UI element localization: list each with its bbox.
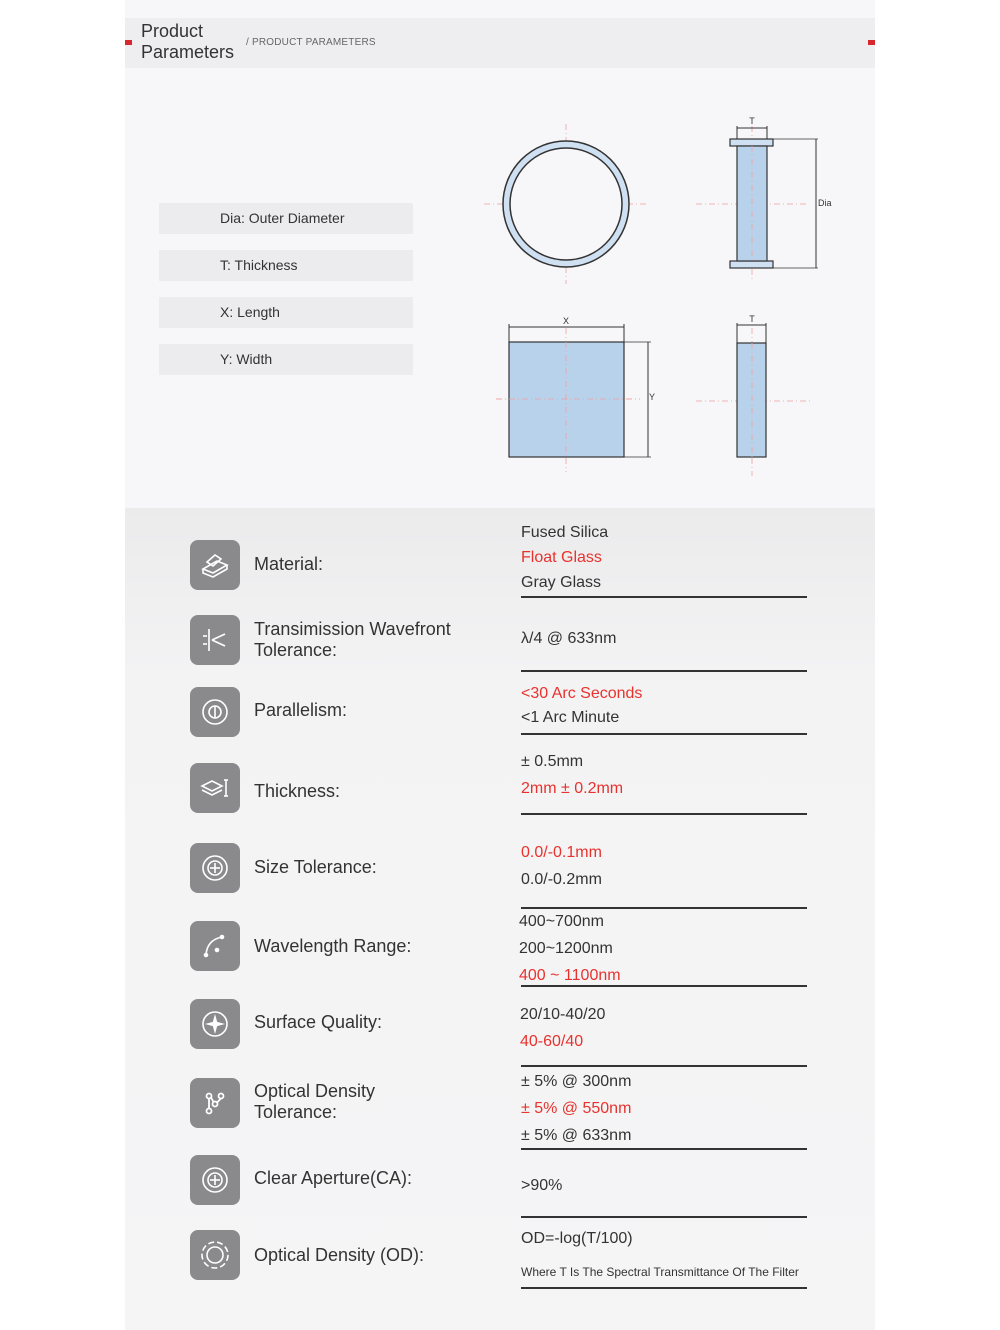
spec-divider: [521, 907, 807, 909]
spec-value: Float Glass: [521, 549, 602, 566]
square-side-view: [737, 323, 766, 457]
spec-value: 20/10-40/20: [520, 1006, 606, 1023]
definition-width: Y: Width: [159, 344, 413, 375]
spec-value: 40-60/40: [520, 1033, 584, 1050]
spec-value: ± 0.5mm: [521, 753, 584, 770]
spec-label-surface-quality: [254, 1012, 382, 1033]
spec-value: 400~700nm: [519, 913, 604, 930]
spec-value: λ/4 @ 633nm: [521, 630, 617, 647]
spec-label-clear-aperture: [254, 1168, 412, 1189]
label-line: Clear Aperture(CA):: [254, 1168, 413, 1188]
spec-value: ± 5% @ 550nm: [521, 1100, 632, 1117]
title-line-1: Product: [141, 21, 204, 41]
spec-label-material: [254, 554, 323, 575]
spec-label-size-tolerance: [254, 857, 377, 878]
optical-density-tolerance-icon: [190, 1078, 240, 1128]
label-line: Tolerance:: [254, 640, 338, 660]
spec-divider: [521, 596, 807, 598]
spec-value: <1 Arc Minute: [521, 709, 620, 726]
parallelism-icon: [190, 687, 240, 737]
title-line-2: Parameters: [141, 42, 235, 62]
wavefront-icon: [190, 615, 240, 665]
dia-label: Dia: [818, 198, 832, 208]
clear-aperture-icon: [190, 1155, 240, 1205]
page-title: [141, 21, 234, 63]
label-line: Transimission Wavefront: [254, 619, 451, 639]
material-icon: [190, 540, 240, 590]
definition-length: X: Length: [159, 297, 413, 328]
spec-divider: [521, 813, 807, 815]
spec-label-wavefront: [254, 619, 451, 661]
spec-value: OD=-log(T/100): [521, 1230, 633, 1247]
round-side-view: [730, 126, 818, 268]
spec-value-note: Where T Is The Spectral Transmittance Of The Filter: [521, 1265, 799, 1279]
spec-value: 200~1200nm: [519, 940, 613, 957]
spec-divider: [521, 1287, 807, 1289]
definition-diameter: Dia: Outer Diameter: [159, 203, 413, 234]
label-line: Thickness:: [254, 781, 341, 801]
spec-value: 0.0/-0.1mm: [521, 844, 602, 861]
spec-label-thickness: [254, 781, 340, 802]
right-accent-mark: [868, 40, 875, 45]
optical-density-icon: [190, 1230, 240, 1280]
surface-quality-icon: [190, 999, 240, 1049]
y-label: Y: [649, 392, 656, 402]
x-label: X: [562, 316, 570, 326]
spec-label-parallelism: [254, 700, 347, 721]
label-line: Optical Density (OD):: [254, 1245, 425, 1265]
spec-divider: [521, 1216, 807, 1218]
label-line: Material:: [254, 554, 324, 574]
size-tolerance-icon: [190, 843, 240, 893]
t-label-round: T: [749, 116, 755, 126]
section-header: [125, 18, 875, 68]
spec-divider: [521, 985, 807, 987]
dimension-diagram: [478, 110, 838, 490]
spec-divider: [521, 1148, 807, 1150]
spec-divider: [521, 733, 807, 735]
spec-label-wavelength: [254, 936, 411, 957]
wavelength-icon: [190, 921, 240, 971]
spec-value: Fused Silica: [521, 524, 609, 541]
spec-divider: [521, 670, 807, 672]
spec-divider: [521, 1065, 807, 1067]
left-accent-mark: [125, 40, 132, 45]
spec-value: Gray Glass: [521, 574, 602, 591]
label-line: Tolerance:: [254, 1102, 338, 1122]
spec-value: ± 5% @ 633nm: [521, 1127, 632, 1144]
spec-label-optical-density: [254, 1245, 424, 1266]
spec-value: 400 ~ 1100nm: [519, 967, 621, 984]
spec-value: 0.0/-0.2mm: [521, 871, 602, 888]
label-line: Surface Quality:: [254, 1012, 383, 1032]
definition-thickness: T: Thickness: [159, 250, 413, 281]
label-line: Wavelength Range:: [254, 936, 412, 956]
page-subtitle: / PRODUCT PARAMETERS: [246, 37, 376, 48]
square-face-view: [496, 324, 651, 457]
spec-value: 2mm ± 0.2mm: [521, 780, 624, 797]
spec-value: <30 Arc Seconds: [521, 685, 643, 702]
label-line: Parallelism:: [254, 700, 348, 720]
t-label-square: T: [749, 314, 755, 324]
label-line: Size Tolerance:: [254, 857, 377, 877]
label-line: Optical Density: [254, 1081, 376, 1101]
spec-value: ± 5% @ 300nm: [521, 1073, 632, 1090]
thickness-icon: [190, 763, 240, 813]
spec-label-od-tolerance: [254, 1081, 375, 1123]
spec-value: >90%: [521, 1177, 563, 1194]
